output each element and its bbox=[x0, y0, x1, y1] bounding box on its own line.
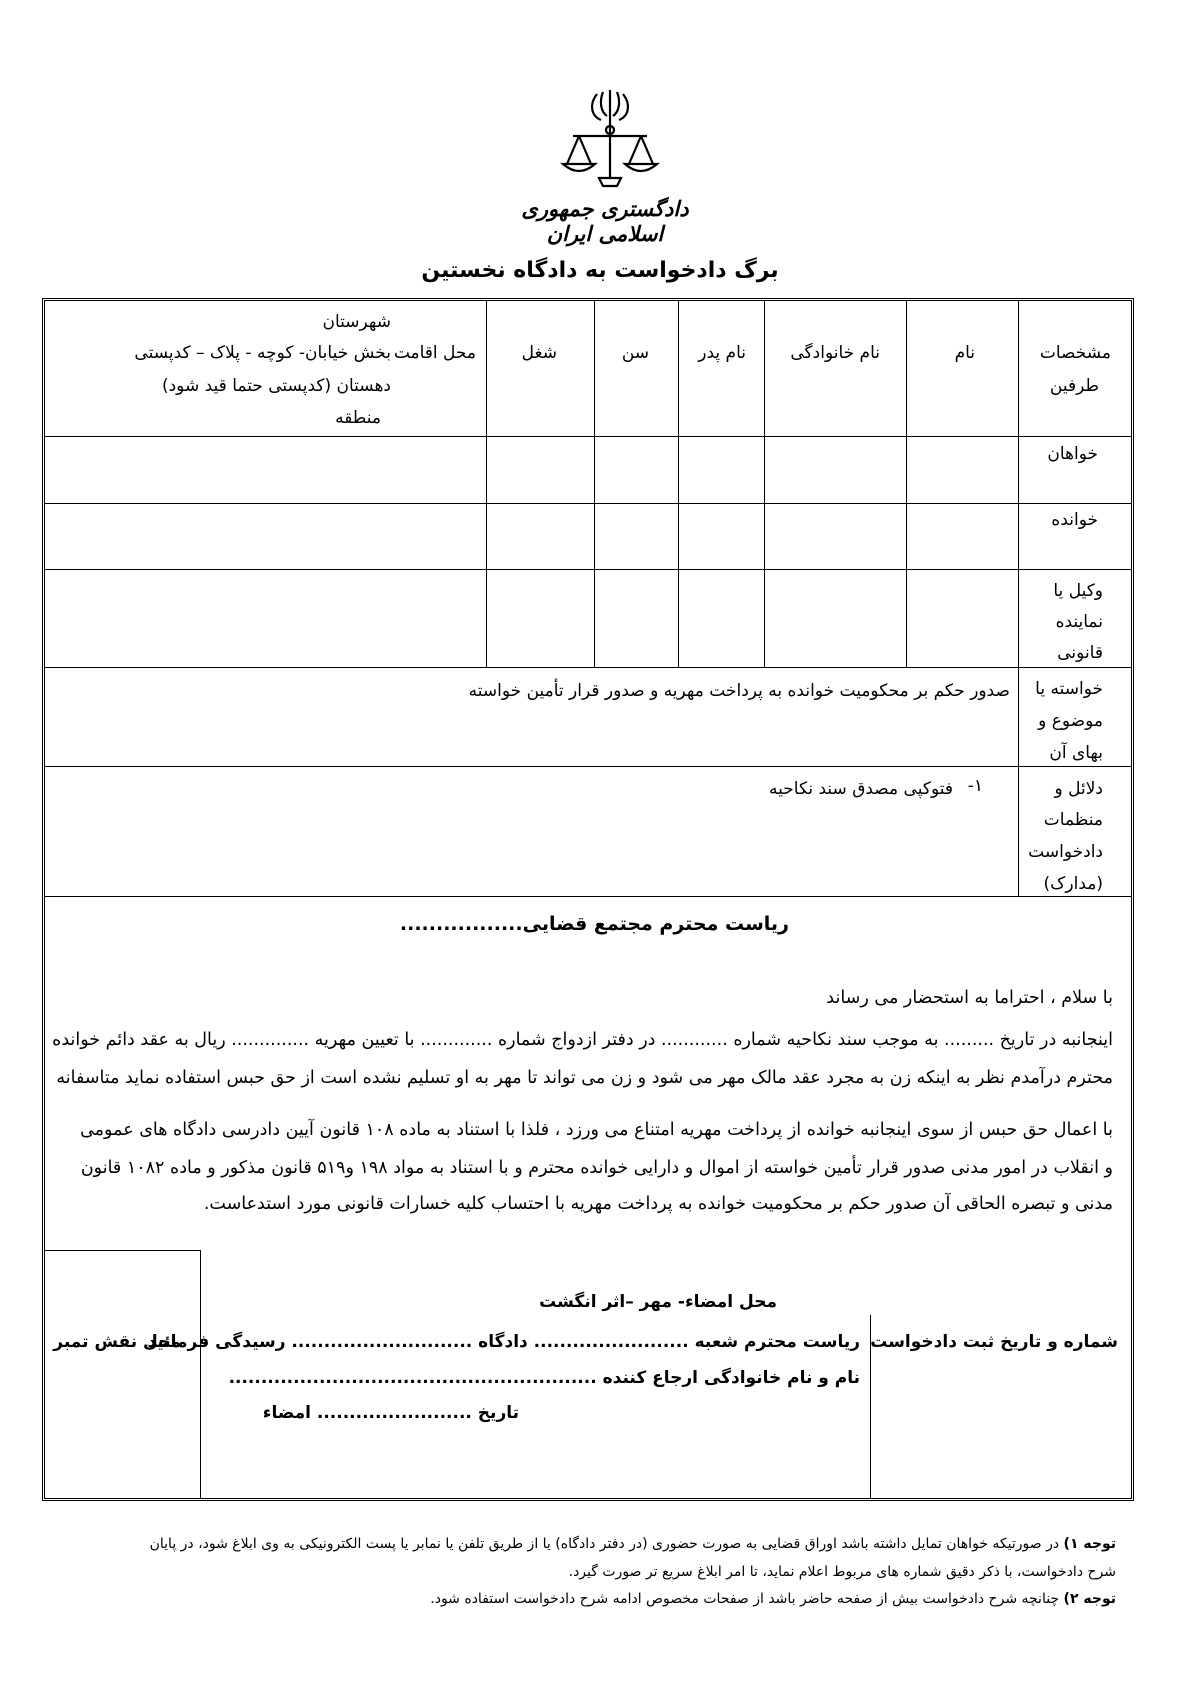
evidence-number: ۱- bbox=[967, 776, 983, 796]
row-divider bbox=[45, 569, 1131, 570]
date-sign-line: تاریخ ........................ امضاء bbox=[262, 1403, 519, 1423]
note-1-label: توجه ۱) bbox=[1063, 1536, 1116, 1552]
row-divider bbox=[45, 1250, 200, 1251]
row-divider bbox=[45, 436, 1131, 437]
evidence-label: دلائل و bbox=[1054, 779, 1103, 799]
signature-label: محل امضاء- مهر –اثر انگشت bbox=[539, 1292, 777, 1312]
body-line: محترم درآمدم نظر به اینکه زن به مجرد عقد مالک مهر می شود و زن می تواند تا مهر به او تسلیم نشده است از حق حبس استفاده نماید متاسفانه bbox=[56, 1068, 1113, 1088]
row-lawyer: نماینده bbox=[1055, 612, 1103, 632]
header-father-name: نام پدر bbox=[698, 343, 746, 363]
note-2 bbox=[430, 1592, 1116, 1606]
header-last-name: نام خانوادگی bbox=[790, 343, 880, 363]
form-frame bbox=[42, 298, 1134, 1501]
row-plaintiff: خواهان bbox=[1047, 444, 1098, 464]
note-1-continued: شرح دادخواست، با ذکر دقیق شماره های مربوط اعلام نماید، تا امر ابلاغ سریع تر صورت گیرد. bbox=[568, 1564, 1116, 1580]
row-lawyer: وکیل یا bbox=[1053, 581, 1103, 601]
header-first-name: نام bbox=[954, 343, 975, 363]
column-divider bbox=[764, 301, 765, 667]
evidence-label: (مدارک) bbox=[1043, 874, 1103, 894]
claim-label: بهای آن bbox=[1049, 743, 1103, 763]
evidence-label: دادخواست bbox=[1028, 842, 1103, 862]
note-2-label: توجه ۲) bbox=[1063, 1591, 1116, 1607]
row-divider bbox=[45, 896, 1131, 897]
column-divider bbox=[678, 301, 679, 667]
header-residence-line: منطقه bbox=[335, 408, 381, 428]
column-divider bbox=[594, 301, 595, 667]
row-divider bbox=[45, 667, 1131, 668]
column-divider bbox=[1018, 301, 1019, 896]
header-job: شغل bbox=[521, 343, 557, 363]
referrer-line: نام و نام خانوادگی ارجاع کننده ......................................................... bbox=[228, 1368, 860, 1388]
note-2-text: چنانچه شرح دادخواست بیش از صفحه حاضر باشد از صفحات مخصوص ادامه شرح دادخواست استفاده شود. bbox=[430, 1591, 1064, 1607]
claim-label: موضوع و bbox=[1038, 711, 1103, 731]
header-age: سن bbox=[621, 343, 649, 363]
header-residence: محل اقامت bbox=[393, 343, 476, 363]
column-divider bbox=[200, 1250, 201, 1498]
row-lawyer: قانونی bbox=[1057, 643, 1103, 663]
addressee: ریاست محترم مجتمع قضایی................. bbox=[399, 913, 789, 935]
claim-value: صدور حکم بر محکومیت خوانده به پرداخت مهریه و صدور قرار تأمین خواسته bbox=[468, 681, 1010, 701]
note-1 bbox=[150, 1537, 1116, 1551]
greeting: با سلام ، احتراما به استحضار می رساند bbox=[826, 988, 1113, 1008]
stamp-label: محل نقش تمبر bbox=[53, 1332, 181, 1352]
body-line: با اعمال حق حبس از سوی اینجانبه خوانده از پرداخت مهریه امتناع می ورزد ، فلذا با استناد به ماده ۱۰۸ قانون آیین دادرسی دادگاه های عمومی bbox=[80, 1120, 1113, 1140]
column-divider bbox=[486, 301, 487, 667]
note-1-text: در صورتیکه خواهان تمایل داشته باشد اوراق قضایی به صورت حضوری (در دفتر دادگاه) یا از طریق تلفن یا نمابر یا پست الکترونیکی به وی ابلاغ شود، در پایان bbox=[149, 1536, 1064, 1552]
evidence-label: منظمات bbox=[1043, 810, 1103, 830]
logo-text: دادگستری جمهوری اسلامی ایران bbox=[521, 196, 689, 246]
referral-line: ریاست محترم شعبه ........................ دادگاه ............................ رسیدگی فرمائید bbox=[147, 1332, 860, 1352]
body-line: مدنی و تبصره الحاقی آن صدور حکم بر محکومیت خوانده به پرداخت مهریه با احتساب کلیه خسارات قانونی مورد استدعاست. bbox=[203, 1194, 1113, 1214]
header-residence-line: شهرستان bbox=[322, 312, 391, 332]
body-line: اینجانبه در تاریخ ......... به موجب سند نکاحیه شماره ............ در دفتر ازدواج شماره ............. با تعیین مهریه .............. ریال به عقد دائم خوانده bbox=[52, 1030, 1113, 1050]
header-residence-line: دهستان (کدپستی حتما قید شود) bbox=[161, 376, 391, 396]
judiciary-emblem-icon bbox=[555, 86, 665, 196]
page-title: برگ دادخواست به دادگاه نخستین bbox=[421, 258, 779, 283]
column-divider bbox=[906, 301, 907, 667]
evidence-value: فتوکپی مصدق سند نکاحیه bbox=[769, 779, 953, 799]
body-line: و انقلاب در امور مدنی صدور قرار تأمین خواسته از اموال و دارایی خوانده محترم و با استناد به مواد ۱۹۸ و۵۱۹ قانون مذکور و ماده ۱۰۸۲ قانون bbox=[80, 1158, 1113, 1178]
header-parties: مشخصات bbox=[1039, 343, 1111, 363]
row-divider bbox=[45, 503, 1131, 504]
claim-label: خواسته یا bbox=[1035, 679, 1103, 699]
row-defendant: خوانده bbox=[1051, 510, 1098, 530]
row-divider bbox=[45, 766, 1131, 767]
header-residence-line: بخش خیابان- کوچه - پلاک – کدپستی bbox=[134, 343, 391, 363]
header-parties: طرفین bbox=[1049, 376, 1099, 396]
registration-label: شماره و تاریخ ثبت دادخواست bbox=[870, 1332, 1118, 1352]
